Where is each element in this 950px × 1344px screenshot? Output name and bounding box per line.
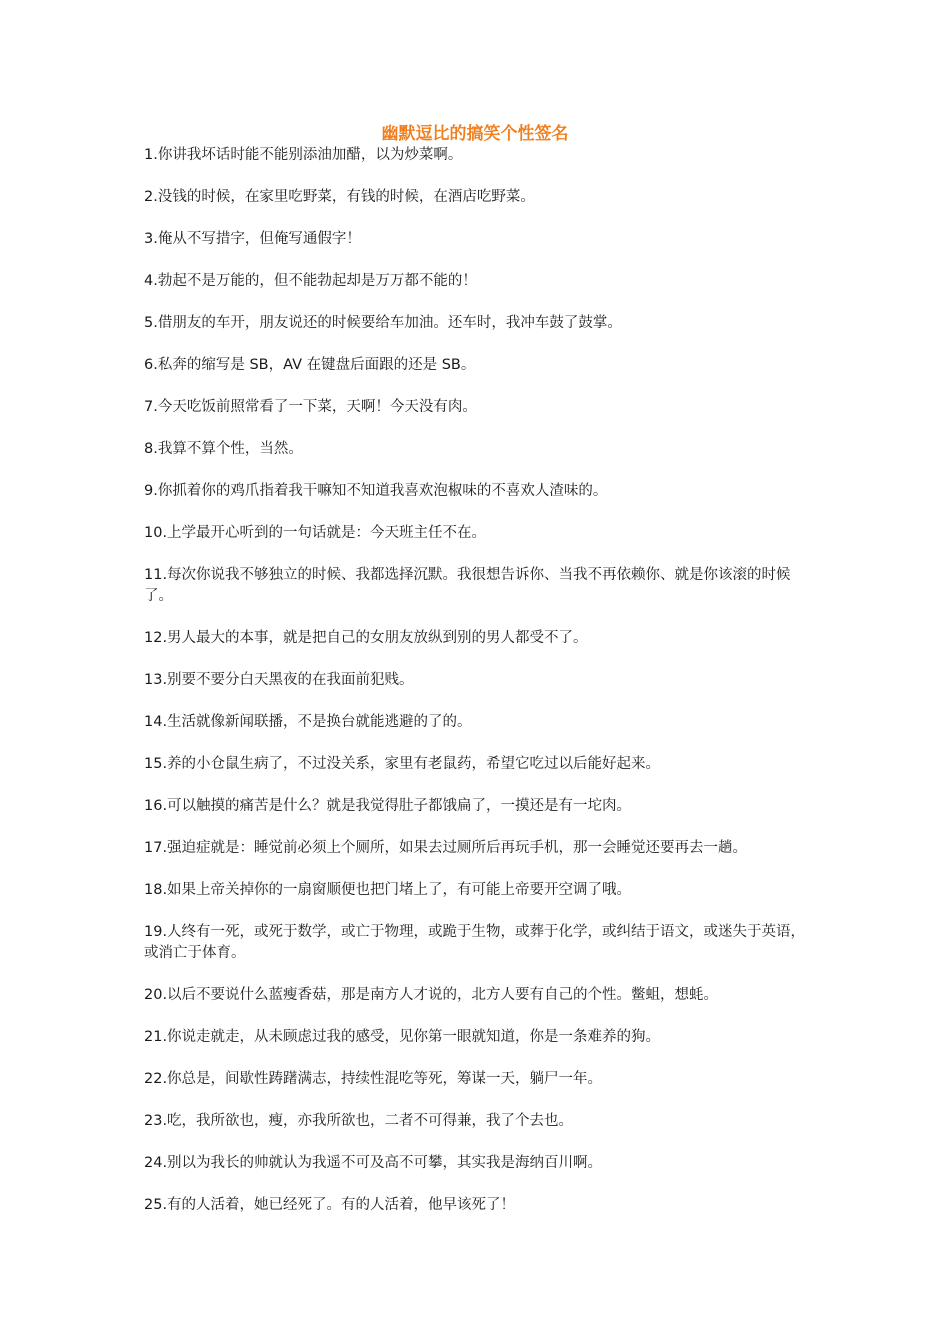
list-item: 17.强迫症就是：睡觉前必须上个厕所，如果去过厕所后再玩手机，那一会睡觉还要再去一趟。 xyxy=(144,840,748,856)
list-item: 2.没钱的时候，在家里吃野菜，有钱的时候，在酒店吃野菜。 xyxy=(144,189,535,205)
list-item: 10.上学最开心听到的一句话就是：今天班主任不在。 xyxy=(144,525,487,541)
list-item: 24.别以为我长的帅就认为我遥不可及高不可攀，其实我是海纳百川啊。 xyxy=(144,1155,603,1171)
list-item: 13.别要不要分白天黑夜的在我面前犯贱。 xyxy=(144,672,414,688)
list-item: 1.你讲我坏话时能不能别添油加醋，以为炒菜啊。 xyxy=(144,147,463,163)
document-title: 幽默逗比的搞笑个性签名 xyxy=(381,124,569,144)
list-item: 7.今天吃饭前照常看了一下菜，天啊！今天没有肉。 xyxy=(144,399,477,415)
list-item: 11.每次你说我不够独立的时候、我都选择沉默。我很想告诉你、当我不再依赖你、就是你该滚的时候了。 xyxy=(144,567,791,604)
list-item: 14.生活就像新闻联播，不是换台就能逃避的了的。 xyxy=(144,714,472,730)
list-item: 23.吃，我所欲也，瘦，亦我所欲也，二者不可得兼，我了个去也。 xyxy=(144,1113,574,1129)
list-item: 15.养的小仓鼠生病了，不过没关系，家里有老鼠药，希望它吃过以后能好起来。 xyxy=(144,756,661,772)
list-item: 18.如果上帝关掉你的一扇窗顺便也把门堵上了，有可能上帝要开空调了哦。 xyxy=(144,882,632,898)
list-item: 6.私奔的缩写是 SB，AV 在键盘后面跟的还是 SB。 xyxy=(144,357,476,373)
list-item: 5.借朋友的车开，朋友说还的时候要给车加油。还车时，我冲车鼓了鼓掌。 xyxy=(144,315,622,331)
list-item: 21.你说走就走，从未顾虑过我的感受，见你第一眼就知道，你是一条难养的狗。 xyxy=(144,1029,661,1045)
list-item: 25.有的人活着，她已经死了。有的人活着，他早该死了！ xyxy=(144,1197,516,1213)
list-item: 22.你总是，间歇性踌躇满志，持续性混吃等死，筹谋一天，躺尸一年。 xyxy=(144,1071,603,1087)
list-item: 20.以后不要说什么蓝瘦香菇，那是南方人才说的，北方人要有自己的个性。鳖蛆，想蚝。 xyxy=(144,987,719,1003)
list-item: 4.勃起不是万能的，但不能勃起却是万万都不能的！ xyxy=(144,273,477,289)
list-item: 12.男人最大的本事，就是把自己的女朋友放纵到别的男人都受不了。 xyxy=(144,630,588,646)
list-item: 3.俺从不写措字，但俺写通假字！ xyxy=(144,231,361,247)
list-item: 19.人终有一死，或死于数学，或亡于物理，或跪于生物，或葬于化学，或纠结于语文，或迷失于英语，或消亡于体育。 xyxy=(144,924,806,961)
signature-list xyxy=(144,145,812,1237)
list-item: 8.我算不算个性，当然。 xyxy=(144,441,303,457)
list-item: 9.你抓着你的鸡爪指着我干嘛知不知道我喜欢泡椒味的不喜欢人渣味的。 xyxy=(144,483,608,499)
list-item: 16.可以触摸的痛苦是什么？就是我觉得肚子都饿扁了，一摸还是有一坨肉。 xyxy=(144,798,632,814)
